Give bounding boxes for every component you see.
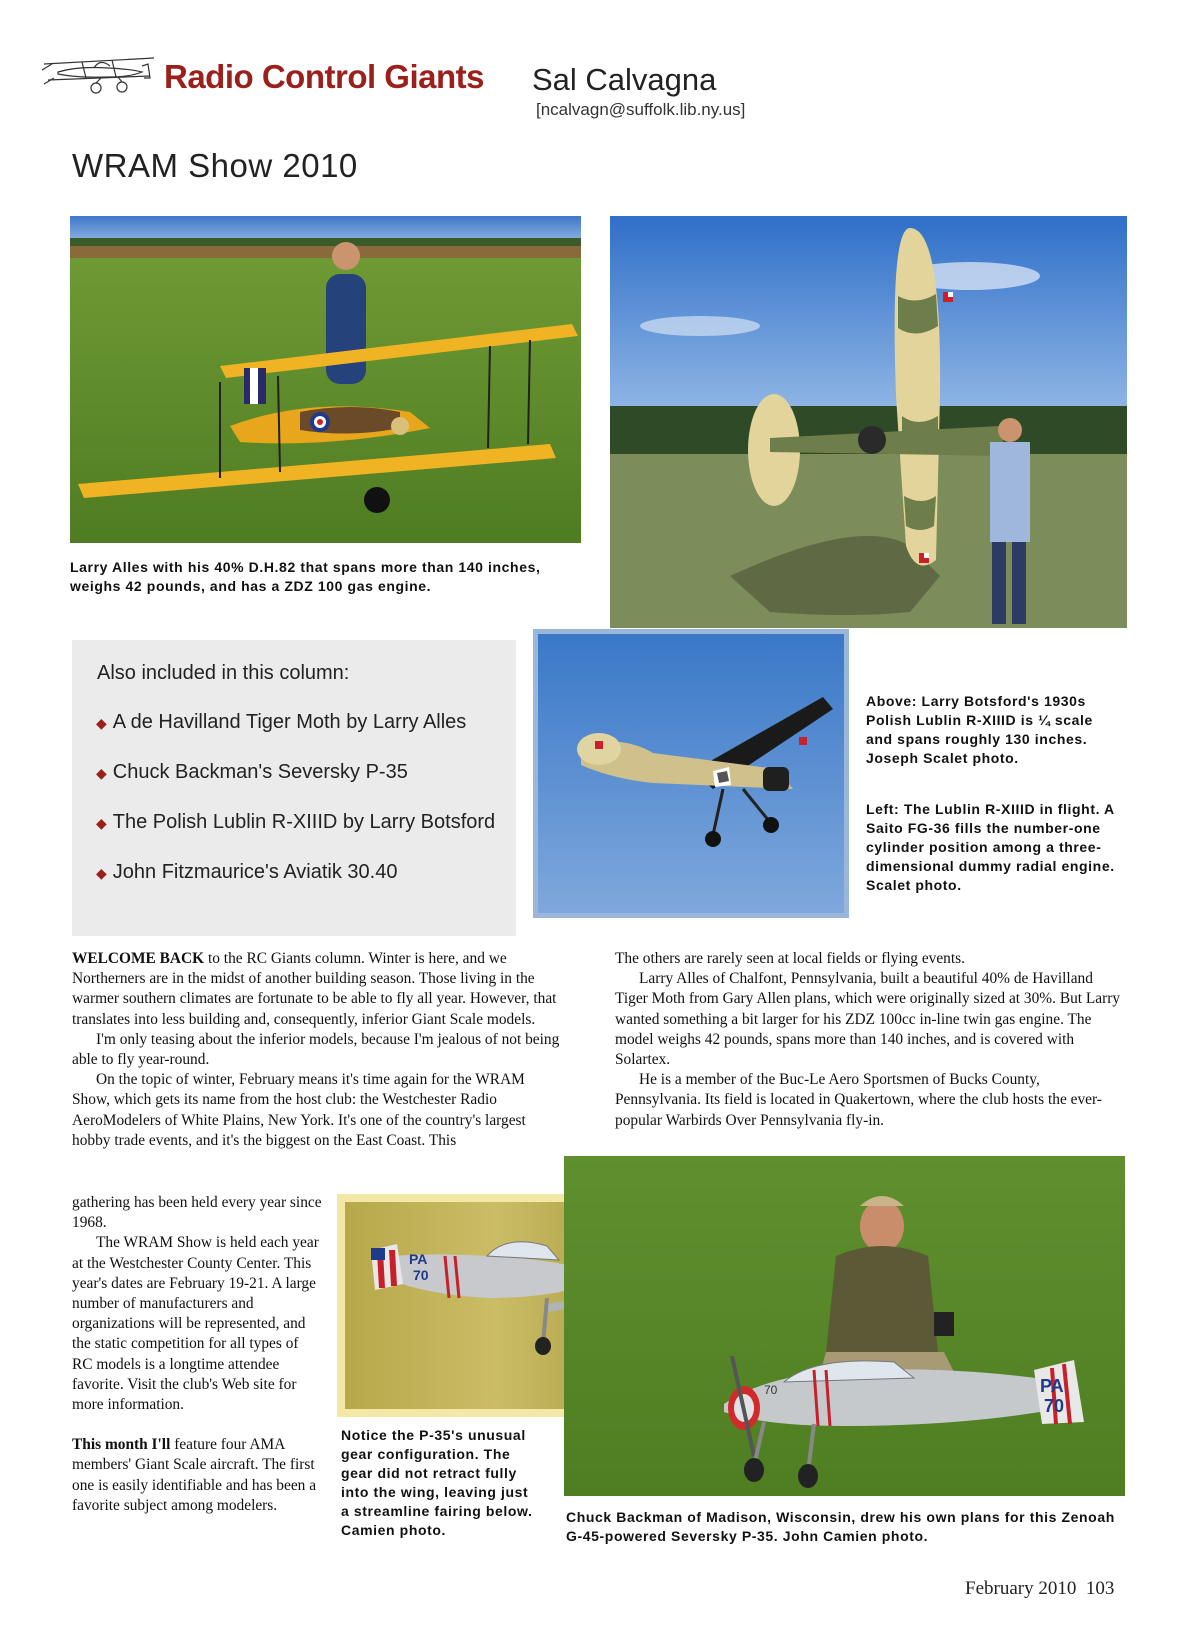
article-paragraph: The others are rarely seen at local fields or flying events. bbox=[615, 950, 965, 967]
bullet-icon: ◆ bbox=[96, 715, 107, 731]
tiger-moth-photo bbox=[70, 216, 581, 543]
footer-page-number: 103 bbox=[1085, 1578, 1115, 1599]
sidebar-box bbox=[72, 640, 516, 936]
article-paragraph: On the topic of winter, February means it's time again for the WRAM Show, which gets its name from the host club: the Westchester Radio AeroModelers of White Plains, New York. It's one of the country's largest hobby trade events, and it's the biggest on the East Coast. This bbox=[72, 1071, 526, 1149]
bullet-icon: ◆ bbox=[96, 815, 107, 831]
p35-flight-tail-code: PA bbox=[409, 1251, 428, 1267]
p35-ground-caption: Chuck Backman of Madison, Wisconsin, drew his own plans for this Zenoah G-45-powered Seversky P-35. John Camien photo. bbox=[566, 1509, 1115, 1544]
lublin-flight-photo-frame bbox=[533, 629, 849, 918]
article-paragraph: He is a member of the Buc-Le Aero Sportsmen of Bucks County, Pennsylvania. Its field is located in Quakertown, where the club hosts the ever-popular Warbirds Over Pennsylvania fly-in. bbox=[615, 1071, 1102, 1129]
article-lead: WELCOME BACK bbox=[72, 950, 205, 967]
page-footer bbox=[965, 1578, 1114, 1600]
p35-flight-caption: Notice the P-35's unusual gear configuration. The gear did not retract fully into the wing, leaving just a streamline fairing below. Camien photo. bbox=[341, 1427, 533, 1538]
article-column-2 bbox=[615, 949, 1127, 1131]
bullet-icon: ◆ bbox=[96, 865, 107, 881]
article-headline: WRAM Show 2010 bbox=[72, 147, 358, 184]
p35-flight-tail-number: 70 bbox=[413, 1267, 429, 1283]
column-logo-biplane bbox=[38, 44, 160, 102]
sidebar-item: ◆ John Fitzmaurice's Aviatik 30.40 bbox=[96, 861, 398, 883]
p35-ground-nose-number: 70 bbox=[764, 1383, 778, 1397]
article-paragraph: I'm only teasing about the inferior models, because I'm jealous of not being able to fly year-round. bbox=[72, 1030, 560, 1069]
column-title: Radio Control Giants bbox=[164, 58, 484, 95]
footer-issue: February 2010 bbox=[965, 1578, 1077, 1599]
sidebar-list bbox=[96, 710, 506, 910]
author-email: [ncalvagn@suffolk.lib.ny.us] bbox=[536, 100, 746, 119]
author-name: Sal Calvagna bbox=[532, 62, 717, 97]
article-column-1-top: WELCOME BACK to the RC Giants column. Winter is here, and we Northerners are in the midst of another building season. Those living in the warmer southern climates are fortunate to be able to fly all year. However, that translates into less building and, consequently, inferior Giant Scale models. I'm only teasing about the inferior models, because I'm jealous of not being able to fly year-round. On the topic of winter, February means it's time again for the WRAM Show, which gets its name from the host club: the Westchester Radio AeroModelers of White Plains, New York. It's one of the country's largest hobby trade events, and it's the biggest on the East Coast. This bbox=[72, 949, 562, 1151]
article-paragraph: The WRAM Show is held each year at the Westchester County Center. This year's dates are February 19-21. A large number of manufacturers and organizations will be represented, and the static competition for all types of RC models is a longtime attendee favorite. Visit the club's Web site for more information. bbox=[72, 1234, 319, 1414]
p35-ground-tail-number: 70 bbox=[1044, 1396, 1065, 1416]
sidebar-item: ◆ Chuck Backman's Seversky P-35 bbox=[96, 761, 408, 783]
lublin-ground-caption: Above: Larry Botsford's 1930s Polish Lublin R-XIIID is ¼ scale and spans roughly 130 inches. Joseph Scalet photo. bbox=[866, 693, 1093, 766]
lublin-ground-photo bbox=[610, 216, 1127, 628]
sidebar-item: ◆ The Polish Lublin R-XIIID by Larry Botsford bbox=[96, 811, 496, 833]
article-paragraph: Larry Alles of Chalfont, Pennsylvania, built a beautiful 40% de Havilland Tiger Moth from Gary Allen plans, which were originally sized at 30%. But Larry wanted something a bit larger for his ZDZ 100cc in-line twin gas engine. The model weighs 42 pounds, spans more than 140 inches, and is covered with Solartex. bbox=[615, 970, 1121, 1069]
article-paragraph: gathering has been held every year since 1968. bbox=[72, 1194, 322, 1232]
tiger-moth-caption: Larry Alles with his 40% D.H.82 that spans more than 140 inches, weighs 42 pounds, and has a ZDZ 100 gas engine. bbox=[70, 559, 541, 594]
lublin-flight-caption: Left: The Lublin R-XIIID in flight. A Saito FG-36 fills the number-one cylinder position among a three-dimensional dummy radial engine. Scalet photo. bbox=[866, 801, 1115, 893]
sidebar-heading: Also included in this column: bbox=[97, 662, 350, 684]
article-column-1-narrow: gathering has been held every year since 1968. The WRAM Show is held each year at the Westchester County Center. This year's dates are February 19-21. A large number of manufacturers and organizations will be represented, and the static competition for all types of RC models is a longtime attendee favorite. Visit the club's Web site for more information. This month I'll feature four AMA members' Giant Scale aircraft. The first one is easily identifiable and has been a favorite subject among modelers. bbox=[72, 1194, 322, 1514]
sidebar-item: ◆ A de Havilland Tiger Moth by Larry Alles bbox=[96, 711, 467, 733]
p35-ground-photo bbox=[564, 1156, 1125, 1496]
p35-ground-tail-code: PA bbox=[1040, 1376, 1064, 1396]
bullet-icon: ◆ bbox=[96, 765, 107, 781]
